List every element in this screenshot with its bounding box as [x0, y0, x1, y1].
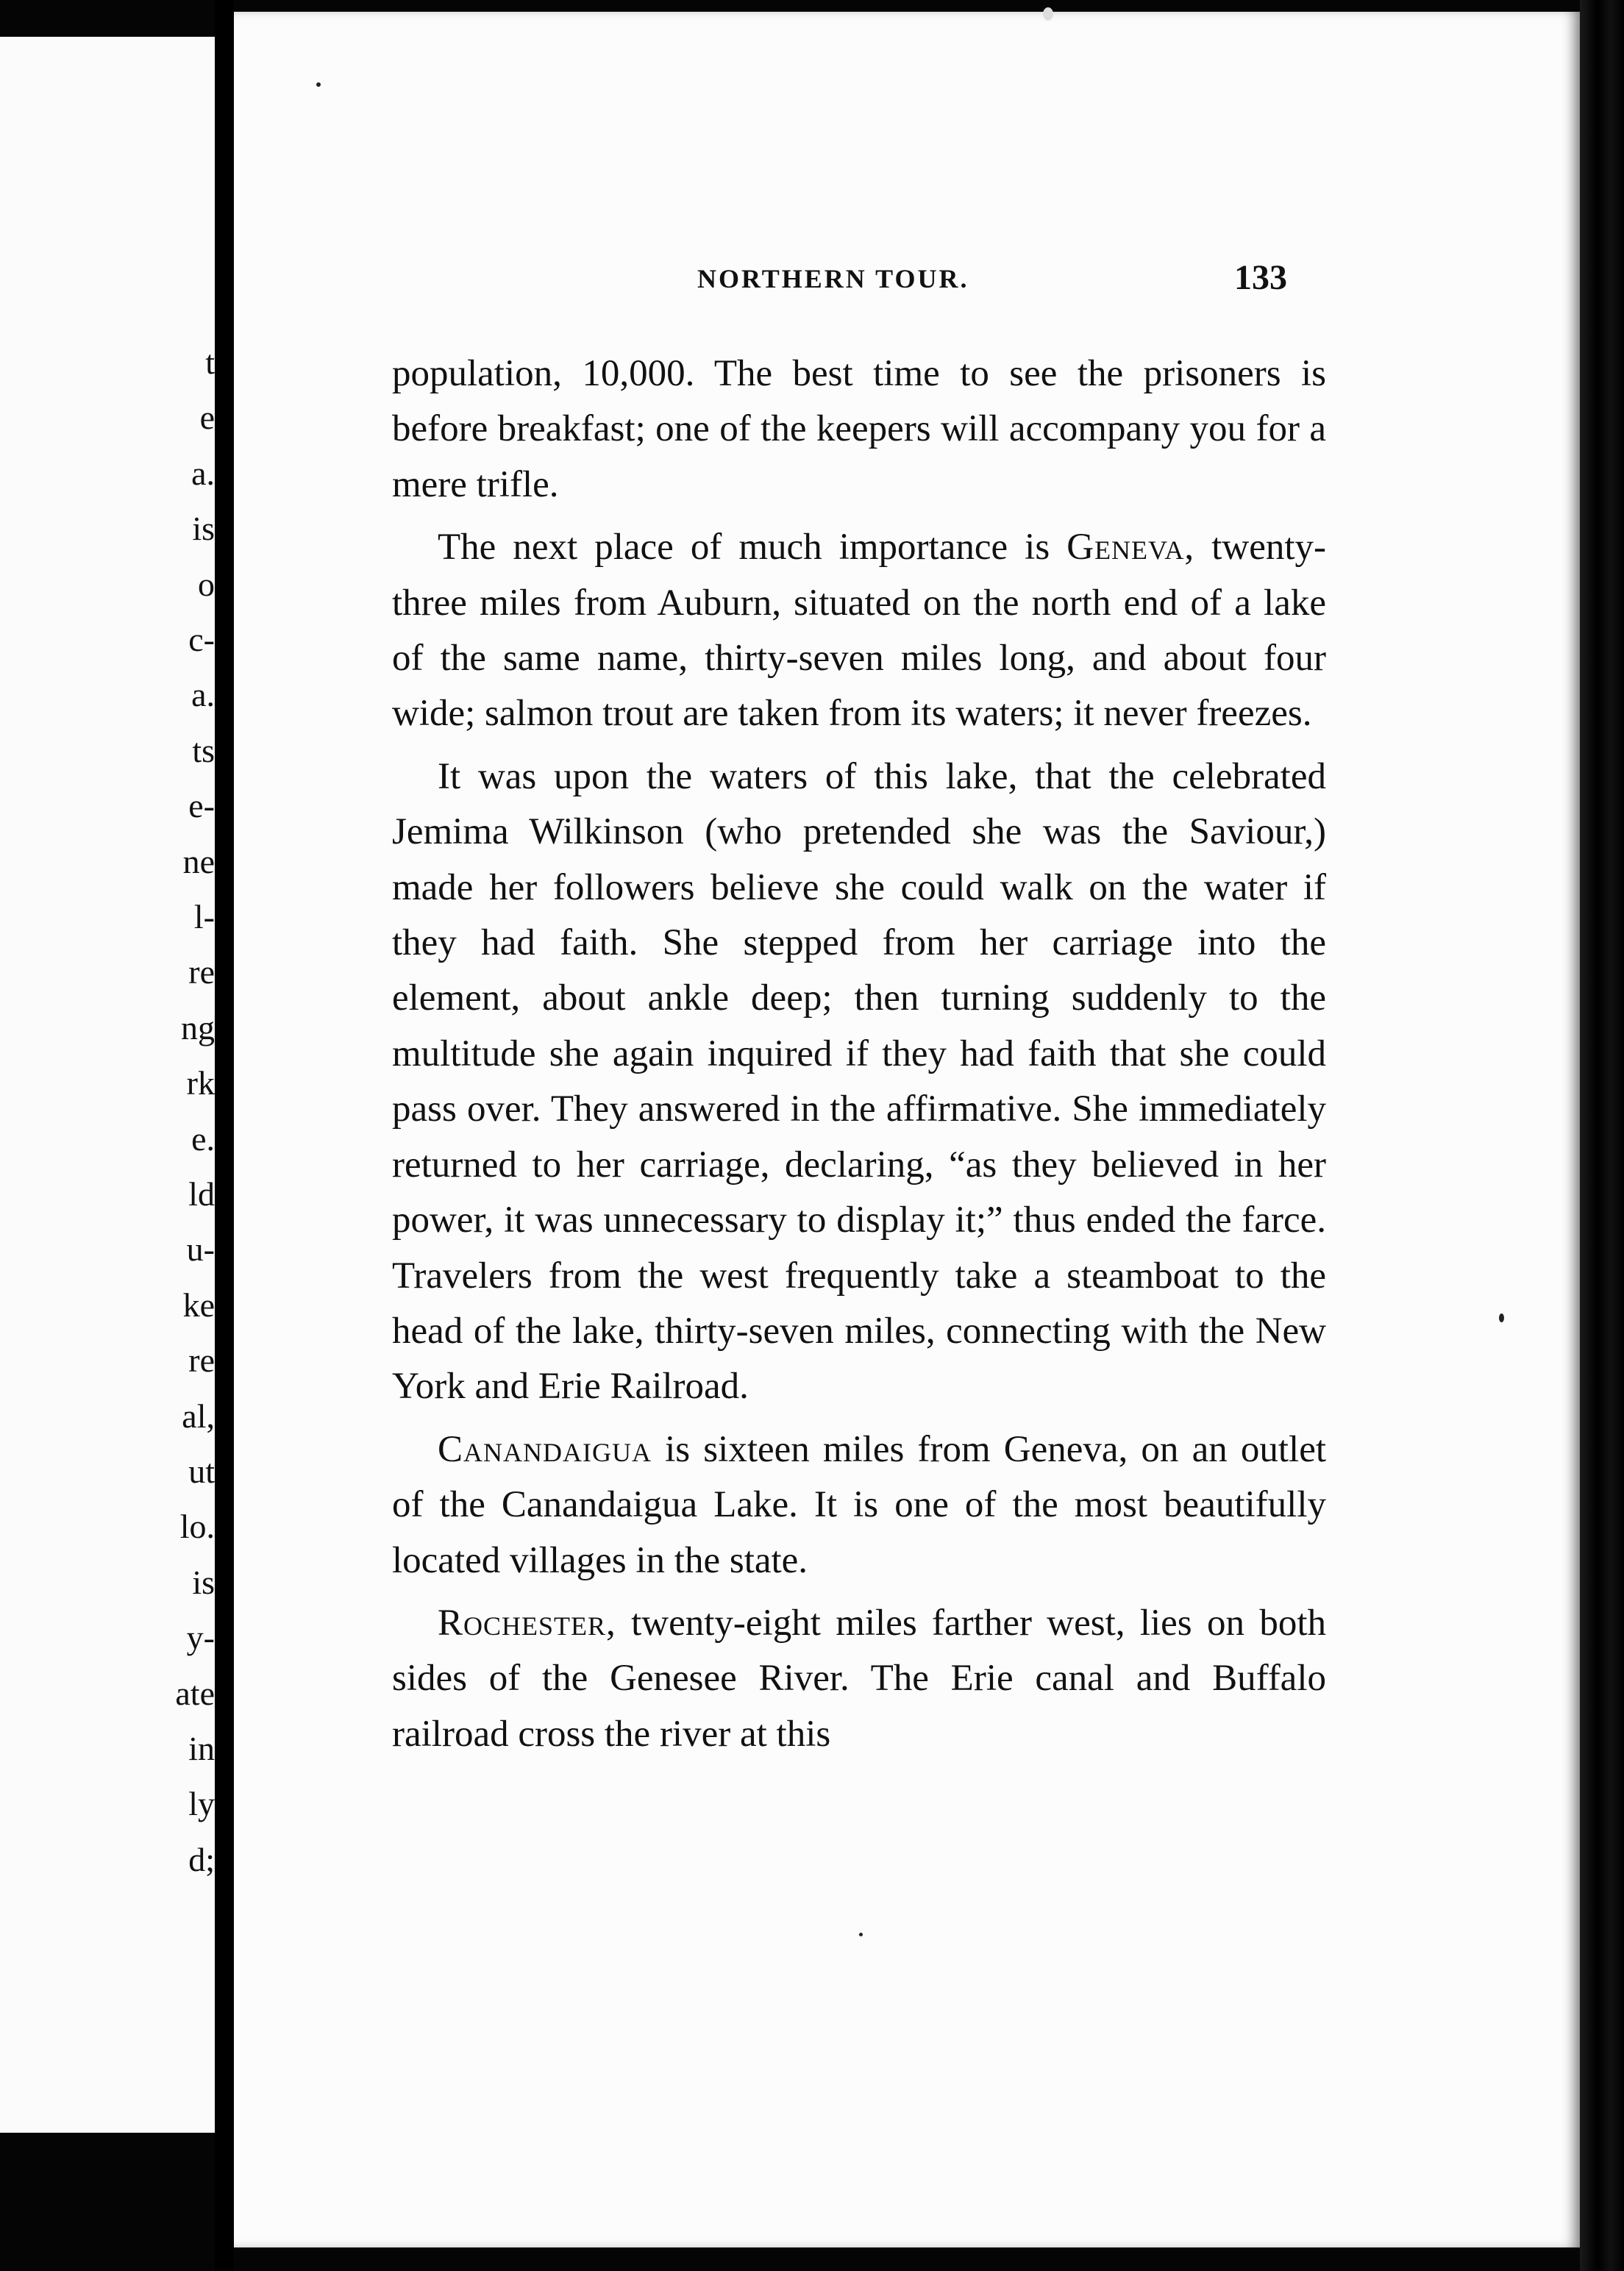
facing-page-fragment: lo.	[179, 1508, 215, 1546]
paragraph-text: twenty-eight miles farther west, lies on both sides of the Genesee River. The Erie canal and Buffalo railroad cross the river at this	[392, 1602, 1326, 1755]
facing-page-fragment: ng	[181, 1008, 215, 1047]
facing-page-fragment: ne	[182, 842, 215, 880]
page-number: 133	[1234, 258, 1287, 297]
facing-page-fragment: ly	[188, 1785, 215, 1823]
running-title: NORTHERN TOUR.	[697, 264, 969, 293]
facing-page	[0, 37, 215, 2133]
facing-page-fragment: is	[192, 510, 215, 548]
facing-page-fragment: o	[198, 565, 215, 603]
facing-page-fragment: ke	[182, 1286, 215, 1324]
facing-page-fragment: is	[192, 1563, 215, 1601]
facing-page-fragment: d;	[188, 1840, 215, 1878]
facing-page-fragment: ut	[188, 1452, 215, 1490]
paragraph-text: The next place of much importance is	[438, 527, 1067, 568]
facing-page-fragment: u-	[186, 1230, 215, 1269]
place-name: Canandaigua	[438, 1428, 652, 1470]
facing-page-fragment: a.	[191, 676, 215, 714]
facing-page-fragment: c-	[188, 621, 215, 658]
paragraph-text: is sixteen miles from Geneva, on an outlet of the Canandaigua Lake. It is one of the most beautifully located villages in the state.	[392, 1428, 1326, 1581]
place-name: Geneva,	[1066, 527, 1195, 568]
body-text	[392, 346, 1326, 1762]
book-gutter	[215, 0, 234, 2271]
speck	[316, 82, 321, 87]
facing-page-fragment: t	[205, 343, 215, 381]
place-name: Rochester,	[438, 1602, 616, 1644]
facing-page-fragment: e	[199, 399, 215, 437]
facing-page-fragment: re	[188, 1341, 215, 1380]
speck	[1499, 1313, 1504, 1322]
speck	[859, 1933, 863, 1936]
book-page	[234, 12, 1580, 2247]
paragraph	[392, 1596, 1326, 1762]
facing-page-fragment: rk	[186, 1064, 215, 1102]
paragraph: It was upon the waters of this lake, that the celebrated Jemima Wilkinson (who pretended she was the Saviour,) made her followers believe she could walk on the water if they had faith. She stepped from her carriage into the element, about ankle deep; then turning suddenly to the multitude she again inquired if they had faith that she could pass over. They answered in the affirmative. She immediately returned to her carriage, declaring, “as they believed in her power, it was unnecessary to display it;” thus ended the farce. Travelers from the west frequently take a steamboat to the head of the lake, thirty-seven miles, connecting with the New York and Erie Railroad.	[392, 755, 1326, 1408]
facing-page-fragment: ate	[175, 1674, 215, 1712]
facing-page-fragment: re	[188, 953, 215, 991]
facing-page-fragment: e-	[188, 787, 215, 825]
facing-page-fragment: y-	[186, 1619, 215, 1657]
facing-page-fragment: ts	[192, 731, 215, 769]
facing-page-fragment: al,	[182, 1397, 215, 1435]
paragraph	[392, 520, 1326, 742]
paragraph: population, 10,000. The best time to see the prisoners is before breakfast; one of the keepers will accompany you for a mere trifle.	[392, 353, 1326, 505]
running-head	[234, 258, 1580, 307]
paragraph	[392, 1422, 1326, 1589]
page-edge	[1580, 0, 1624, 2271]
facing-page-fragment: ld	[188, 1175, 215, 1213]
facing-page-fragment: l-	[193, 898, 215, 935]
paragraph-text: twenty-three miles from Auburn, situated on the north end of a lake of the same name, thirty-seven miles long, and about four wide; salmon trout are taken from its waters; it never freezes.	[392, 527, 1326, 735]
facing-page-fragment: in	[188, 1730, 215, 1767]
facing-page-fragment: e.	[191, 1119, 215, 1158]
facing-page-fragment: a.	[191, 454, 215, 492]
speck	[1043, 7, 1053, 21]
